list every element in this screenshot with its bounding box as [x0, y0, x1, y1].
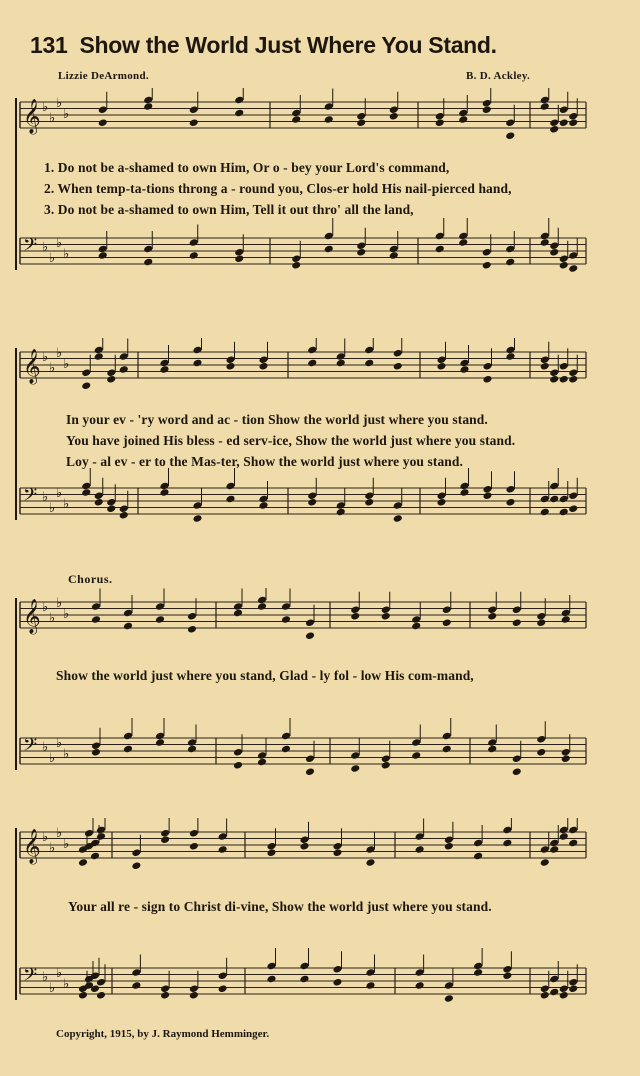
- note-head: [123, 622, 133, 631]
- note-head: [234, 254, 244, 263]
- bass-clef-icon: 𝄢: [23, 485, 38, 510]
- note-head: [444, 994, 454, 1003]
- note-head: [505, 352, 515, 361]
- note-head: [559, 118, 569, 127]
- flat-icon: ♭: [63, 607, 70, 622]
- note-head: [561, 754, 571, 763]
- note-head: [549, 375, 559, 384]
- note-head: [482, 105, 492, 114]
- flat-icon: ♭: [63, 747, 70, 762]
- flat-icon: ♭: [49, 751, 56, 766]
- note-head: [393, 514, 403, 523]
- note-head: [549, 988, 559, 997]
- note-head: [187, 625, 197, 634]
- note-head: [568, 375, 578, 384]
- note-head: [561, 615, 571, 624]
- note-head: [459, 365, 469, 374]
- note-head: [123, 745, 133, 754]
- staff: [20, 338, 586, 390]
- note-head: [218, 984, 228, 993]
- chorus-line-1: Show the world just where you stand, Glad - ly fol - low His com-mand,: [56, 668, 474, 683]
- staff: [20, 818, 586, 870]
- note-head: [350, 612, 360, 621]
- verse-line-2b: You have joined His bless - ed serv-ice, Show the world just where you stand.: [66, 433, 516, 448]
- note-head: [143, 102, 153, 111]
- note-head: [257, 758, 267, 767]
- note-head: [458, 115, 468, 124]
- note-head: [91, 615, 101, 624]
- note-head: [559, 375, 569, 384]
- note-head: [155, 615, 165, 624]
- note-head: [324, 115, 334, 124]
- note-head: [119, 365, 129, 374]
- verse-line-2: 2. When temp-ta-tions throng a - round you, Clos-er hold His nail-pierced hand,: [44, 181, 512, 196]
- flat-icon: ♭: [42, 740, 49, 755]
- note-head: [96, 832, 106, 841]
- note-head: [305, 631, 315, 640]
- flat-icon: ♭: [63, 247, 70, 262]
- note-head: [559, 991, 569, 1000]
- note-head: [505, 258, 515, 267]
- note-head: [502, 839, 512, 848]
- note-head: [91, 748, 101, 757]
- note-head: [78, 858, 88, 867]
- note-head: [332, 848, 342, 857]
- note-head: [549, 845, 559, 854]
- note-head: [189, 991, 199, 1000]
- note-head: [540, 238, 550, 247]
- treble-clef-icon: 𝄞: [23, 349, 41, 384]
- note-head: [336, 508, 346, 517]
- note-head: [291, 261, 301, 270]
- verse-line-1: 1. Do not be a-shamed to own Him, Or o - bey your Lord's command,: [44, 160, 450, 175]
- verse-line-1b: In your ev - 'ry word and ac - tion Show the world just where you stand.: [66, 412, 488, 427]
- note-head: [482, 375, 492, 384]
- note-head: [364, 359, 374, 368]
- note-head: [540, 102, 550, 111]
- note-head: [482, 261, 492, 270]
- staff: [20, 218, 586, 273]
- note-head: [568, 504, 578, 513]
- note-head: [381, 761, 391, 770]
- note-head: [502, 971, 512, 980]
- note-head: [549, 495, 559, 504]
- hymn-title-line: [30, 32, 630, 59]
- note-head: [505, 498, 515, 507]
- flat-icon: ♭: [56, 236, 63, 251]
- note-head: [350, 764, 360, 773]
- note-head: [233, 761, 243, 770]
- note-head: [98, 251, 108, 260]
- note-head: [458, 238, 468, 247]
- note-head: [568, 264, 578, 273]
- note-head: [159, 488, 169, 497]
- note-head: [299, 975, 309, 984]
- note-head: [536, 618, 546, 627]
- lyricist-credit: Lizzie DeArmond.: [58, 70, 149, 82]
- note-head: [106, 504, 116, 513]
- note-head: [442, 618, 452, 627]
- note-head: [435, 245, 445, 254]
- staff: [20, 88, 586, 140]
- note-head: [473, 852, 483, 861]
- note-head: [568, 839, 578, 848]
- note-head: [106, 375, 116, 384]
- bass-clef-icon: 𝄢: [23, 235, 38, 260]
- note-head: [505, 131, 515, 140]
- flat-icon: ♭: [63, 497, 70, 512]
- bass-clef-icon: 𝄢: [23, 735, 38, 760]
- flat-icon: ♭: [49, 111, 56, 126]
- flat-icon: ♭: [49, 251, 56, 266]
- note-head: [364, 498, 374, 507]
- note-head: [189, 251, 199, 260]
- note-head: [482, 491, 492, 500]
- note-head: [435, 118, 445, 127]
- note-head: [225, 362, 235, 371]
- note-head: [131, 981, 141, 990]
- note-head: [119, 511, 129, 520]
- chorus-label: Chorus.: [68, 572, 113, 586]
- note-head: [160, 991, 170, 1000]
- note-head: [324, 245, 334, 254]
- bass-clef-icon: 𝄢: [23, 965, 38, 990]
- note-head: [487, 745, 497, 754]
- note-head: [365, 858, 375, 867]
- note-head: [436, 362, 446, 371]
- staff: [20, 948, 586, 1003]
- note-head: [291, 115, 301, 124]
- flat-icon: ♭: [49, 981, 56, 996]
- note-head: [540, 362, 550, 371]
- chorus-line-2: Your all re - sign to Christ di-vine, Show the world just where you stand.: [68, 899, 492, 914]
- note-head: [90, 852, 100, 861]
- flat-icon: ♭: [49, 611, 56, 626]
- note-head: [234, 109, 244, 118]
- flat-icon: ♭: [49, 361, 56, 376]
- hymn-title: Show the World Just Where You Stand.: [79, 32, 497, 58]
- note-head: [389, 251, 399, 260]
- flat-icon: ♭: [56, 96, 63, 111]
- flat-icon: ♭: [42, 600, 49, 615]
- note-head: [225, 495, 235, 504]
- note-head: [540, 991, 550, 1000]
- note-head: [436, 498, 446, 507]
- note-head: [98, 118, 108, 127]
- flat-icon: ♭: [63, 837, 70, 852]
- note-head: [281, 745, 291, 754]
- treble-clef-icon: 𝄞: [23, 829, 41, 864]
- note-head: [258, 501, 268, 510]
- note-head: [568, 984, 578, 993]
- music-system-4: [0, 818, 640, 1018]
- note-head: [442, 745, 452, 754]
- note-head: [549, 248, 559, 257]
- note-head: [160, 835, 170, 844]
- flat-icon: ♭: [56, 346, 63, 361]
- treble-clef-icon: 𝄞: [23, 99, 41, 134]
- note-head: [411, 751, 421, 760]
- note-head: [365, 981, 375, 990]
- note-head: [393, 362, 403, 371]
- flat-icon: ♭: [56, 596, 63, 611]
- note-head: [266, 848, 276, 857]
- flat-icon: ♭: [56, 826, 63, 841]
- note-head: [305, 767, 315, 776]
- flat-icon: ♭: [42, 240, 49, 255]
- note-head: [332, 978, 342, 987]
- note-head: [299, 842, 309, 851]
- note-head: [266, 975, 276, 984]
- note-head: [81, 488, 91, 497]
- note-head: [559, 832, 569, 841]
- staff: [20, 468, 586, 523]
- flat-icon: ♭: [56, 486, 63, 501]
- note-head: [307, 498, 317, 507]
- composer-credit: B. D. Ackley.: [466, 70, 531, 82]
- note-head: [473, 968, 483, 977]
- note-head: [487, 612, 497, 621]
- note-head: [559, 261, 569, 270]
- note-head: [81, 381, 91, 390]
- note-head: [415, 981, 425, 990]
- note-head: [96, 991, 106, 1000]
- verse-line-3b: Loy - al ev - er to the Mas-ter, Show the world just where you stand.: [66, 454, 464, 469]
- note-head: [189, 842, 199, 851]
- note-head: [444, 842, 454, 851]
- note-head: [233, 609, 243, 618]
- staff: [20, 588, 586, 640]
- note-head: [512, 618, 522, 627]
- note-head: [356, 248, 366, 257]
- copyright-notice: Copyright, 1915, by J. Raymond Hemminger.: [56, 1028, 270, 1040]
- note-head: [131, 861, 141, 870]
- note-head: [536, 748, 546, 757]
- note-head: [155, 738, 165, 747]
- flat-icon: ♭: [56, 966, 63, 981]
- note-head: [512, 767, 522, 776]
- note-head: [94, 498, 104, 507]
- note-head: [78, 991, 88, 1000]
- note-head: [218, 845, 228, 854]
- note-head: [336, 359, 346, 368]
- flat-icon: ♭: [42, 350, 49, 365]
- note-head: [192, 359, 202, 368]
- note-head: [381, 612, 391, 621]
- flat-icon: ♭: [49, 841, 56, 856]
- flat-icon: ♭: [56, 736, 63, 751]
- note-head: [549, 125, 559, 134]
- note-head: [187, 745, 197, 754]
- note-head: [189, 118, 199, 127]
- staff: [20, 718, 586, 776]
- note-head: [411, 622, 421, 631]
- flat-icon: ♭: [42, 830, 49, 845]
- note-head: [540, 508, 550, 517]
- note-head: [257, 602, 267, 611]
- note-head: [568, 118, 578, 127]
- note-head: [415, 845, 425, 854]
- note-head: [307, 359, 317, 368]
- note-head: [540, 858, 550, 867]
- flat-icon: ♭: [42, 100, 49, 115]
- note-head: [389, 112, 399, 121]
- flat-icon: ♭: [63, 357, 70, 372]
- note-head: [94, 352, 104, 361]
- note-head: [258, 362, 268, 371]
- flat-icon: ♭: [63, 977, 70, 992]
- note-head: [159, 365, 169, 374]
- note-head: [281, 615, 291, 624]
- note-head: [192, 514, 202, 523]
- flat-icon: ♭: [63, 107, 70, 122]
- flat-icon: ♭: [49, 501, 56, 516]
- note-head: [143, 258, 153, 267]
- note-head: [459, 488, 469, 497]
- flat-icon: ♭: [42, 970, 49, 985]
- note-head: [356, 118, 366, 127]
- hymn-number: 131: [30, 32, 68, 58]
- flat-icon: ♭: [42, 490, 49, 505]
- treble-clef-icon: 𝄞: [23, 599, 41, 634]
- note-head: [559, 508, 569, 517]
- verse-line-3: 3. Do not be a-shamed to own Him, Tell it out thro' all the land,: [44, 202, 414, 217]
